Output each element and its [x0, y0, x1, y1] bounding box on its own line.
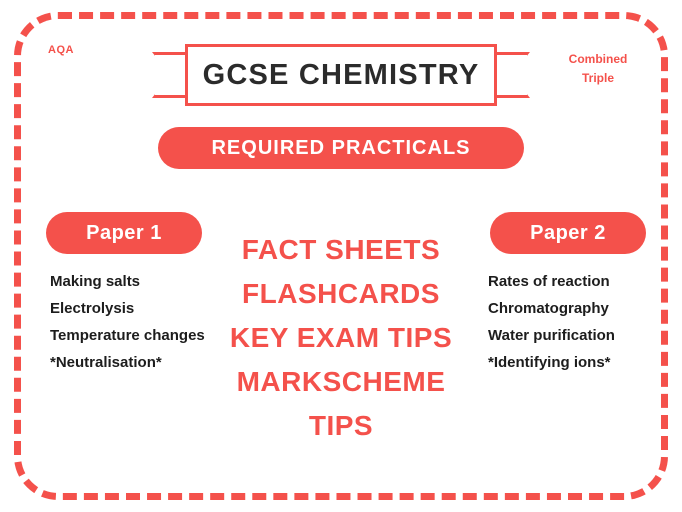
course-tier-line-1: Combined	[568, 52, 628, 66]
feature-item: KEY EXAM TIPS	[229, 322, 453, 353]
paper-1-badge	[46, 212, 202, 254]
list-item: Rates of reaction	[488, 273, 610, 290]
subtitle-text: REQUIRED PRACTICALS	[211, 136, 471, 159]
list-item: Electrolysis	[50, 300, 135, 317]
page-title: GCSE CHEMISTRY	[202, 58, 480, 91]
feature-item: MARKSCHEME TIPS	[236, 366, 446, 441]
course-tier-label	[548, 50, 648, 88]
paper-2-topic-list	[488, 268, 678, 376]
list-item: *Identifying ions*	[488, 354, 611, 371]
course-tier-line-2: Triple	[581, 71, 614, 85]
paper-2-badge	[490, 212, 646, 254]
paper-1-label: Paper 1	[86, 221, 162, 244]
feature-item: FLASHCARDS	[242, 278, 440, 309]
list-item: Chromatography	[488, 300, 609, 317]
list-item: Making salts	[50, 273, 141, 290]
title-ribbon	[152, 44, 530, 106]
paper-2-label: Paper 2	[530, 221, 606, 244]
paper-1-topic-list	[50, 268, 240, 376]
list-item: *Neutralisation*	[50, 354, 162, 371]
exam-board-label: AQA	[48, 44, 74, 56]
list-item: Water purification	[488, 327, 615, 344]
feature-list	[216, 228, 466, 448]
ribbon-body	[185, 44, 497, 106]
subtitle-pill	[158, 127, 524, 169]
list-item: Temperature changes	[50, 327, 205, 344]
feature-item: FACT SHEETS	[241, 234, 441, 265]
